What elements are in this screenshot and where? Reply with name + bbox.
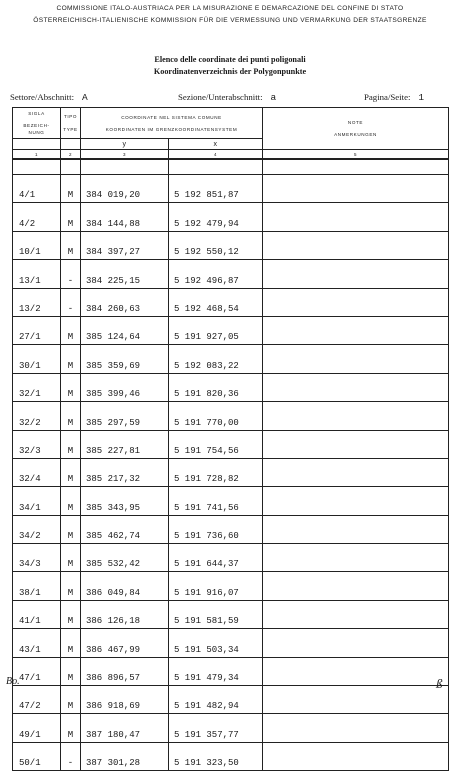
sigla-cell: 41/1 — [13, 600, 61, 628]
sigla-cell: 47/2 — [13, 686, 61, 714]
table-row — [13, 657, 449, 685]
sigla-cell: 32/4 — [13, 458, 61, 486]
table-row — [13, 373, 449, 401]
y-coordinate-cell: 385 399,46 — [81, 373, 169, 401]
y-coordinate-cell: 385 343,95 — [81, 487, 169, 515]
commission-header-italian: COMMISSIONE ITALO-AUSTRIACA PER LA MISURAZIONE E DEMARCAZIONE DEL CONFINE DI STATO — [56, 5, 404, 12]
table-row — [13, 430, 449, 458]
sigla-cell: 32/1 — [13, 373, 61, 401]
tipo-cell: M — [61, 572, 81, 600]
table-row — [13, 742, 449, 770]
column-number: 4 — [169, 150, 263, 160]
sigla-cell: 47/1 — [13, 657, 61, 685]
settore-field — [10, 92, 88, 103]
tipo-cell: M — [61, 402, 81, 430]
x-coordinate-cell: 5 191 770,00 — [169, 402, 263, 430]
sigla-cell: 50/1 — [13, 742, 61, 770]
y-coordinate-cell: 387 301,28 — [81, 742, 169, 770]
column-number: 3 — [81, 150, 169, 160]
column-number: 2 — [61, 150, 81, 160]
sigla-cell: 34/1 — [13, 487, 61, 515]
sigla-cell: 32/2 — [13, 402, 61, 430]
tipo-cell: M — [61, 430, 81, 458]
sigla-cell: 13/2 — [13, 288, 61, 316]
x-coordinate-cell: 5 191 728,82 — [169, 458, 263, 486]
settore-value: A — [82, 92, 88, 103]
note-header-it: NOTE — [347, 120, 364, 125]
sezione-label: Sezione/Unterabschnitt: — [178, 92, 263, 102]
table-row — [13, 345, 449, 373]
y-coordinate-cell: 386 126,18 — [81, 600, 169, 628]
tipo-cell: M — [61, 487, 81, 515]
table-row — [13, 629, 449, 657]
sigla-cell: 43/1 — [13, 629, 61, 657]
sezione-value: a — [270, 92, 277, 103]
sigla-cell: 27/1 — [13, 316, 61, 344]
y-coordinate-cell: 385 462,74 — [81, 515, 169, 543]
note-cell — [263, 657, 449, 685]
table-row — [13, 260, 449, 288]
pagina-label: Pagina/Seite: — [364, 92, 411, 102]
x-coordinate-cell: 5 191 820,36 — [169, 373, 263, 401]
x-coordinate-cell: 5 192 496,87 — [169, 260, 263, 288]
table-row — [13, 714, 449, 742]
tipo-cell: M — [61, 600, 81, 628]
x-coordinate-cell: 5 191 916,07 — [169, 572, 263, 600]
x-coordinate-cell: 5 192 851,87 — [169, 175, 263, 203]
note-cell — [263, 288, 449, 316]
table-row — [13, 402, 449, 430]
tipo-cell: M — [61, 544, 81, 572]
x-coordinate-cell: 5 191 479,34 — [169, 657, 263, 685]
sigla-cell: 49/1 — [13, 714, 61, 742]
note-cell — [263, 345, 449, 373]
x-coordinate-cell: 5 191 503,34 — [169, 629, 263, 657]
note-header-de: ANMERKUNGEN — [334, 132, 377, 137]
table-row — [13, 572, 449, 600]
note-cell — [263, 686, 449, 714]
tipo-cell: M — [61, 714, 81, 742]
document-title-italian: Elenco delle coordinate dei punti poligonali — [154, 55, 306, 64]
y-coordinate-cell: 384 225,15 — [81, 260, 169, 288]
y-coordinate-cell: 385 359,69 — [81, 345, 169, 373]
note-cell — [263, 373, 449, 401]
note-cell — [263, 487, 449, 515]
sigla-cell: 34/3 — [13, 544, 61, 572]
sezione-field — [178, 92, 276, 103]
x-coordinate-cell: 5 191 741,56 — [169, 487, 263, 515]
note-cell — [263, 742, 449, 770]
table-row — [13, 544, 449, 572]
note-cell — [263, 402, 449, 430]
note-cell — [263, 544, 449, 572]
x-coordinate-cell: 5 192 550,12 — [169, 231, 263, 259]
note-cell — [263, 203, 449, 231]
note-cell — [263, 629, 449, 657]
sigla-cell: 34/2 — [13, 515, 61, 543]
table-row — [13, 316, 449, 344]
commission-header-german: ÖSTERREICHISCH-ITALIENISCHE KOMMISSION FÜR DIE VERMESSUNG UND VERMARKUNG DER STAATSGRENZE — [33, 17, 427, 24]
tipo-cell: M — [61, 373, 81, 401]
y-coordinate-cell: 384 397,27 — [81, 231, 169, 259]
table-row — [13, 175, 449, 203]
note-cell — [263, 458, 449, 486]
y-column-label: y — [81, 139, 169, 150]
tipo-cell: M — [61, 657, 81, 685]
sigla-header — [13, 108, 61, 139]
signature-right: ß — [436, 676, 443, 691]
x-coordinate-cell: 5 191 357,77 — [169, 714, 263, 742]
note-cell — [263, 515, 449, 543]
tipo-cell: M — [61, 231, 81, 259]
tipo-header-it: TIPO — [63, 114, 78, 119]
sigla-cell: 4/1 — [13, 175, 61, 203]
settore-label: Settore/Abschnitt: — [10, 92, 75, 102]
table-row — [13, 231, 449, 259]
y-coordinate-cell: 386 467,99 — [81, 629, 169, 657]
table-row — [13, 515, 449, 543]
x-coordinate-cell: 5 191 482,94 — [169, 686, 263, 714]
x-coordinate-cell: 5 191 323,50 — [169, 742, 263, 770]
sigla-header-it: SIGLA — [28, 111, 45, 116]
tipo-header — [61, 108, 81, 139]
y-coordinate-cell: 386 918,69 — [81, 686, 169, 714]
x-coordinate-cell: 5 191 644,37 — [169, 544, 263, 572]
y-coordinate-cell: 385 532,42 — [81, 544, 169, 572]
tipo-cell: - — [61, 742, 81, 770]
note-cell — [263, 316, 449, 344]
tipo-cell: M — [61, 345, 81, 373]
x-coordinate-cell: 5 191 927,05 — [169, 316, 263, 344]
tipo-cell: M — [61, 175, 81, 203]
x-coordinate-cell: 5 192 083,22 — [169, 345, 263, 373]
sigla-cell: 32/3 — [13, 430, 61, 458]
tipo-cell: M — [61, 458, 81, 486]
coordinates-header — [81, 108, 263, 139]
column-number: 5 — [263, 150, 449, 160]
tipo-cell: - — [61, 288, 81, 316]
note-cell — [263, 175, 449, 203]
table-row — [13, 458, 449, 486]
x-coordinate-cell: 5 191 736,60 — [169, 515, 263, 543]
table-row — [13, 600, 449, 628]
x-coordinate-cell: 5 191 754,56 — [169, 430, 263, 458]
sigla-cell: 13/1 — [13, 260, 61, 288]
sigla-cell: 38/1 — [13, 572, 61, 600]
note-cell — [263, 430, 449, 458]
table-row — [13, 487, 449, 515]
sigla-cell: 4/2 — [13, 203, 61, 231]
tipo-cell: M — [61, 629, 81, 657]
y-coordinate-cell: 386 049,84 — [81, 572, 169, 600]
coordinates-header-it: COORDINATE NEL SISTEMA COMUNE — [121, 114, 222, 120]
note-cell — [263, 231, 449, 259]
note-cell — [263, 572, 449, 600]
tipo-cell: - — [61, 260, 81, 288]
y-coordinate-cell: 384 144,88 — [81, 203, 169, 231]
x-column-label: x — [169, 139, 263, 150]
tipo-cell: M — [61, 686, 81, 714]
y-coordinate-cell: 385 297,59 — [81, 402, 169, 430]
tipo-cell: M — [61, 316, 81, 344]
y-coordinate-cell: 385 217,32 — [81, 458, 169, 486]
y-coordinate-cell: 385 227,81 — [81, 430, 169, 458]
note-header — [263, 108, 449, 150]
coordinates-header-de: KOORDINATEN IM GRENZKOORDINATENSYSTEM — [105, 126, 238, 132]
tipo-header-de: TYPE — [63, 127, 78, 132]
sigla-header-de-b: NUNG — [28, 130, 45, 135]
pagina-field — [364, 92, 424, 103]
y-coordinate-cell: 387 180,47 — [81, 714, 169, 742]
document-title-german: Koordinatenverzeichnis der Polygonpunkte — [153, 67, 307, 76]
x-coordinate-cell: 5 192 479,94 — [169, 203, 263, 231]
x-coordinate-cell: 5 191 581,59 — [169, 600, 263, 628]
table-row — [13, 686, 449, 714]
tipo-cell: M — [61, 515, 81, 543]
y-coordinate-cell: 384 019,20 — [81, 175, 169, 203]
note-cell — [263, 260, 449, 288]
x-coordinate-cell: 5 192 468,54 — [169, 288, 263, 316]
y-coordinate-cell: 386 896,57 — [81, 657, 169, 685]
table-row — [13, 203, 449, 231]
tipo-cell: M — [61, 203, 81, 231]
sigla-cell: 10/1 — [13, 231, 61, 259]
note-cell — [263, 714, 449, 742]
table-row — [13, 288, 449, 316]
y-coordinate-cell: 384 260,63 — [81, 288, 169, 316]
sigla-cell: 30/1 — [13, 345, 61, 373]
note-cell — [263, 600, 449, 628]
pagina-value: 1 — [418, 92, 425, 103]
coordinates-table — [12, 107, 449, 771]
y-coordinate-cell: 385 124,64 — [81, 316, 169, 344]
sigla-header-de-a: BEZEICH- — [23, 123, 50, 128]
column-number: 1 — [13, 150, 61, 160]
signature-left: Bo. — [6, 676, 20, 687]
